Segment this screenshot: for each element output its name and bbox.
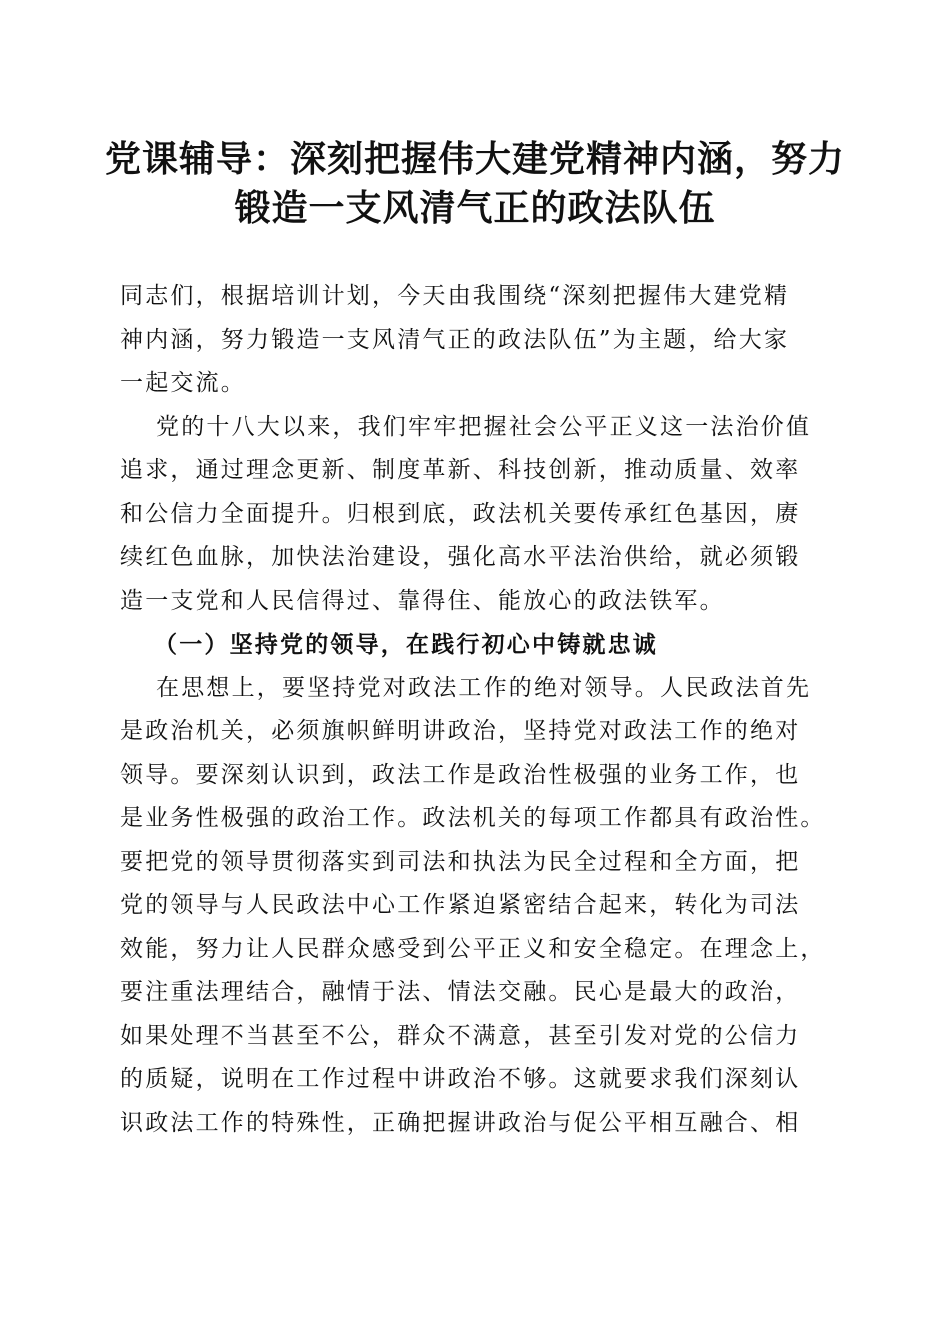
body-line: 党的十八大以来，我们牢牢把握社会公平正义这一法治价值 xyxy=(156,413,812,440)
body-line: 领导。要深刻认识到，政法工作是政治性极强的业务工作，也 xyxy=(120,761,801,788)
body-line: 是业务性极强的政治工作。政法机关的每项工作都具有政治性。 xyxy=(120,805,826,831)
body-line: 要注重法理结合，融情于法、情法交融。民心是最大的政治， xyxy=(120,979,801,1005)
body-line: 一起交流。 xyxy=(120,370,246,396)
body-line: 党的领导与人民政法中心工作紧迫紧密结合起来，转化为司法 xyxy=(120,892,801,918)
body-line: 和公信力全面提升。归根到底，政法机关要传承红色基因，赓 xyxy=(120,500,801,527)
body-line: 如果处理不当甚至不公，群众不满意，甚至引发对党的公信力 xyxy=(120,1022,801,1049)
body-line: 在思想上，要坚持党对政法工作的绝对领导。人民政法首先 xyxy=(156,674,812,701)
body-line: 续红色血脉，加快法治建设，强化高水平法治供给，就必须锻 xyxy=(120,544,801,570)
body-line: 是政治机关，必须旗帜鲜明讲政治，坚持党对政法工作的绝对 xyxy=(120,718,801,744)
body-line: 追求，通过理念更新、制度革新、科技创新，推动质量、效率 xyxy=(120,457,801,483)
document-title-line-2: 锻造一支风清气正的政法队伍 xyxy=(234,188,716,229)
body-line: 的质疑，说明在工作过程中讲政治不够。这就要求我们深刻认 xyxy=(120,1066,801,1092)
document-title-line-1: 党课辅导：深刻把握伟大建党精神内涵，努力 xyxy=(104,139,845,180)
document-body xyxy=(120,275,840,1145)
body-line: 造一支党和人民信得过、靠得住、能放心的政法铁军。 xyxy=(120,587,725,614)
body-line: 同志们，根据培训计划，今天由我围绕“深刻把握伟大建党精 xyxy=(120,283,790,309)
body-line: 要把党的领导贯彻落实到司法和执法为民全过程和全方面，把 xyxy=(120,848,801,875)
section-heading: （一）坚持党的领导，在践行初心中铸就忠诚 xyxy=(154,631,658,658)
body-line: 效能，努力让人民群众感受到公平正义和安全稳定。在理念上， xyxy=(120,935,826,962)
body-line: 神内涵，努力锻造一支风清气正的政法队伍”为主题，给大家 xyxy=(120,326,790,353)
body-line: 识政法工作的特殊性，正确把握讲政治与促公平相互融合、相 xyxy=(120,1109,801,1136)
